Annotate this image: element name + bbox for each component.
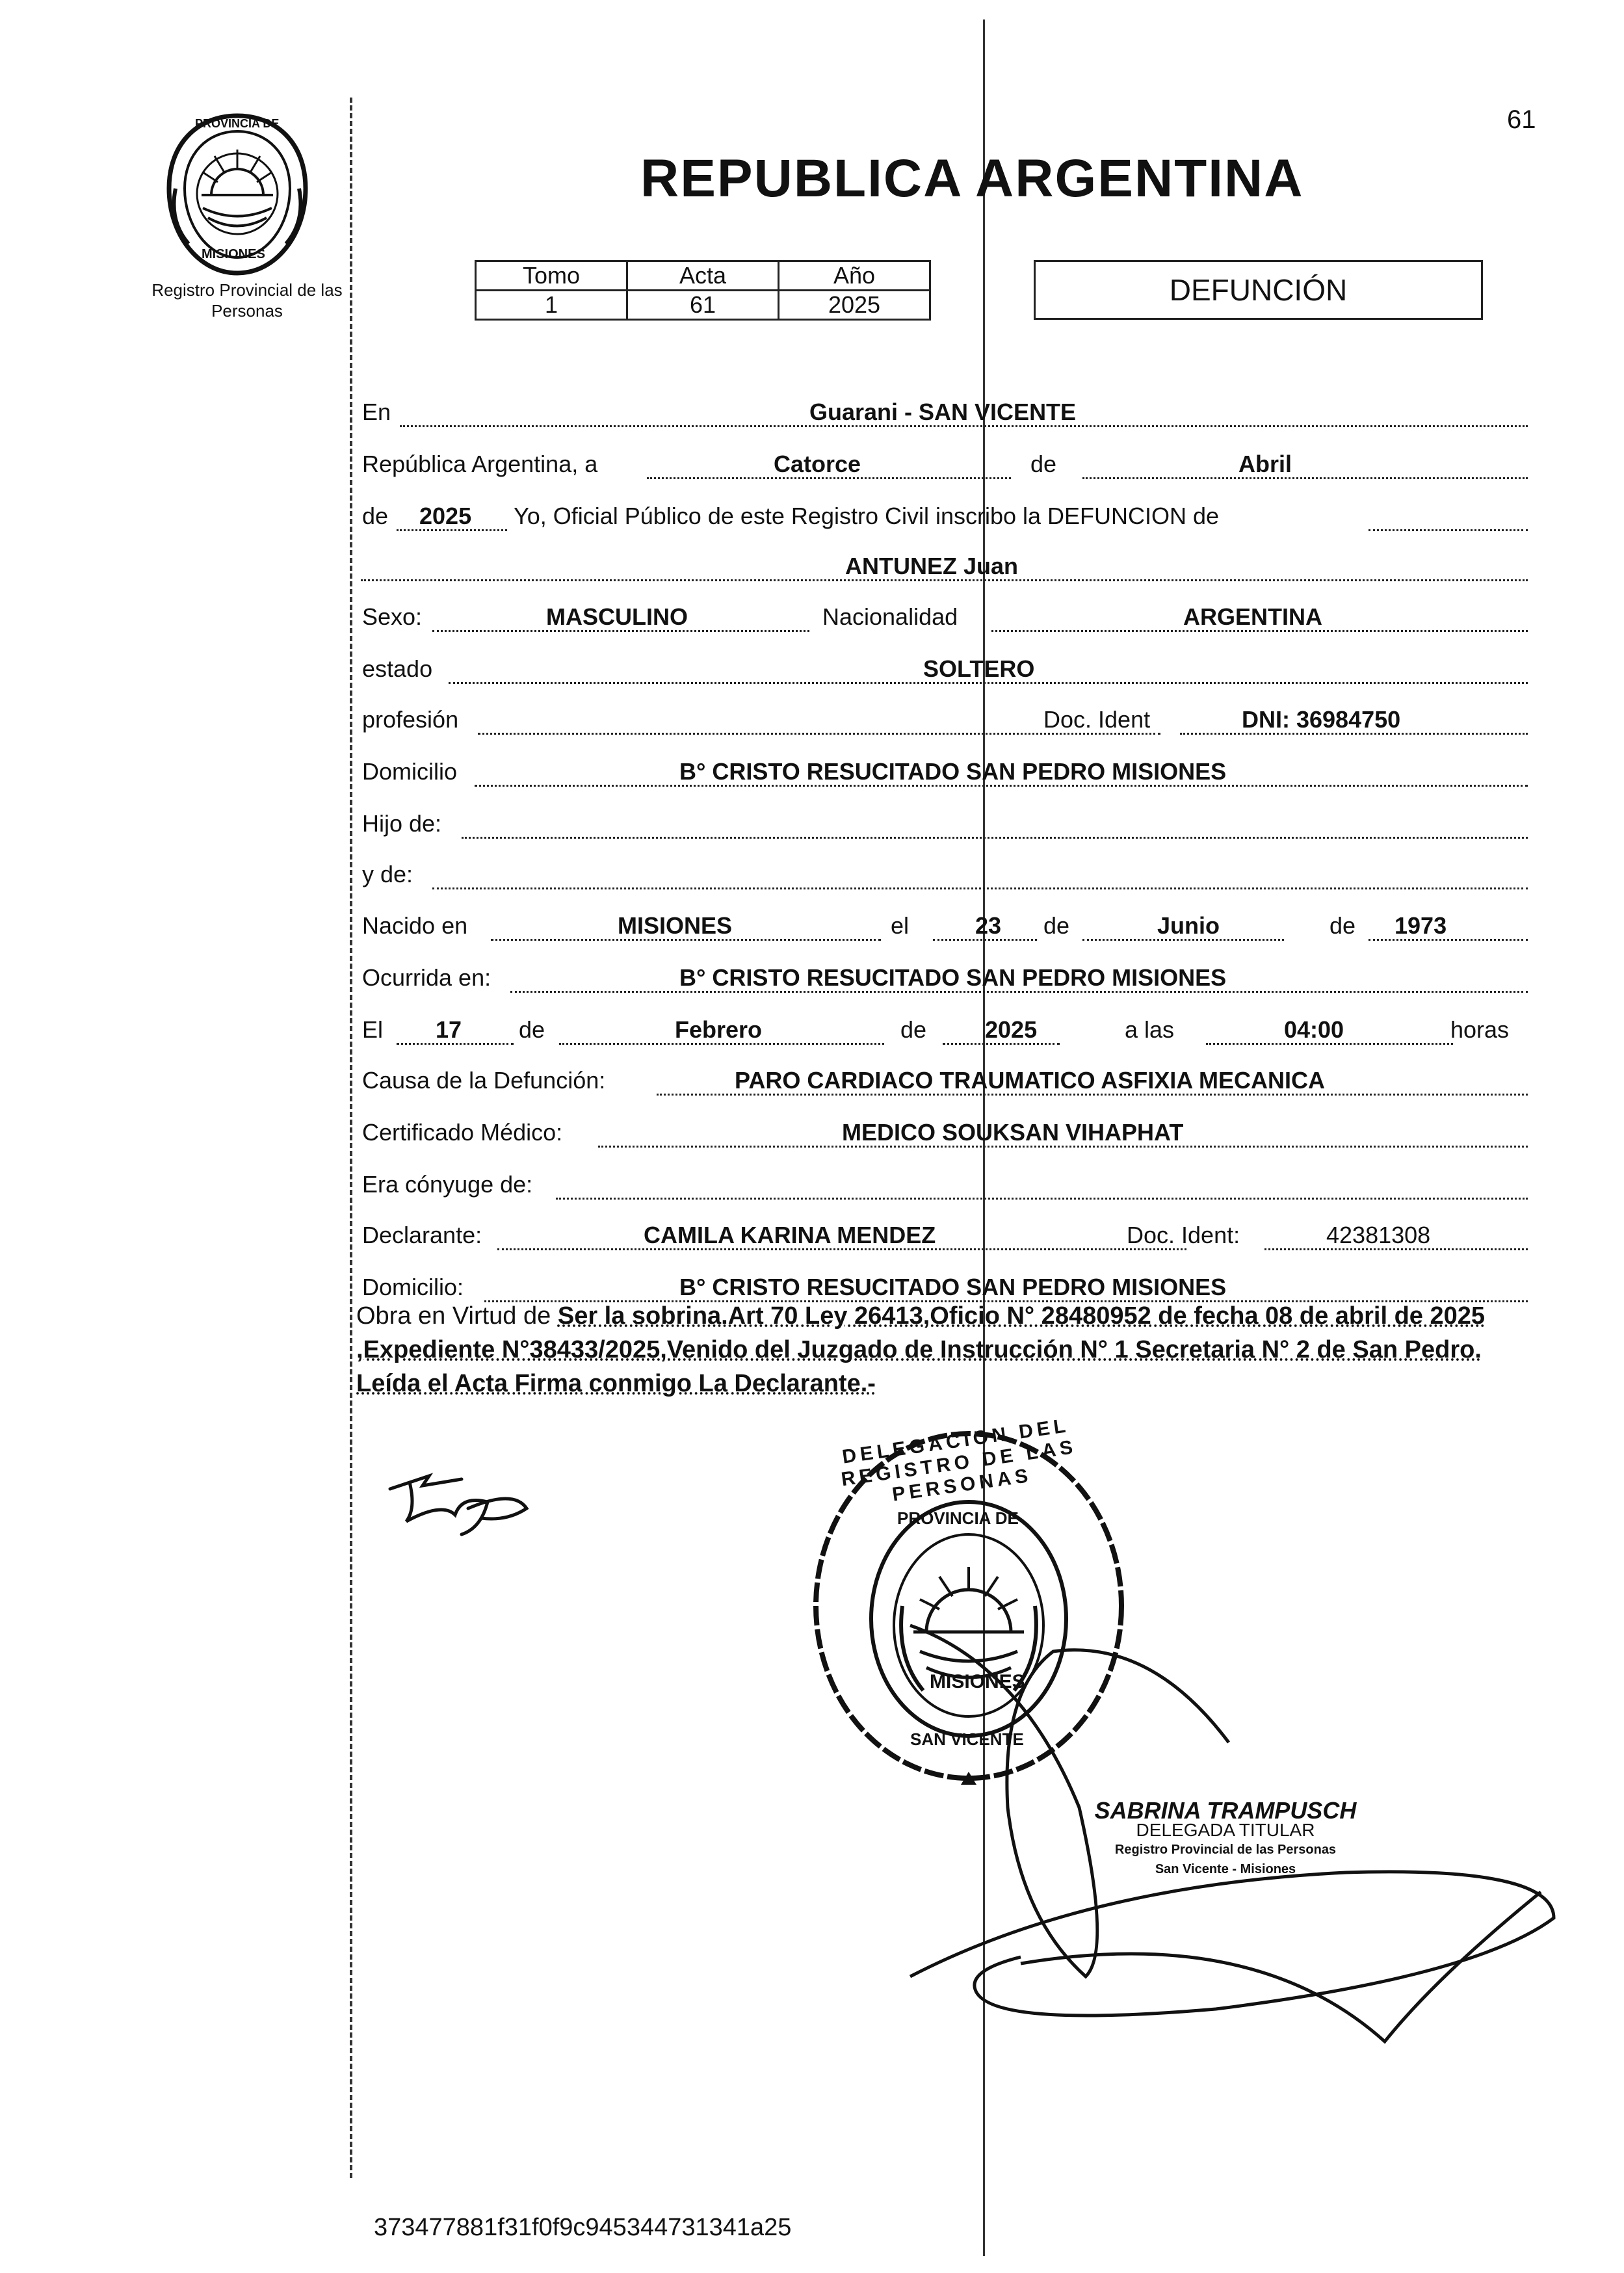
row-causa (361, 1049, 1528, 1099)
seal-bottom-text: MISIONES (202, 247, 265, 261)
page-number: 61 (1507, 105, 1536, 134)
row-ocurrida (361, 946, 1528, 997)
value-lugar: Guarani - SAN VICENTE (809, 399, 1077, 425)
stamp-bottom-text: SAN VICENTE (910, 1729, 1024, 1749)
label-causa: Causa de la Defunción: (362, 1067, 606, 1094)
tomo-header: Tomo (476, 261, 627, 291)
label-de-nacido-anio: de (1329, 912, 1356, 939)
label-estado: estado (362, 655, 433, 682)
row-fallecimiento (361, 998, 1528, 1049)
anio-header: Año (779, 261, 930, 291)
value-nacionalidad: ARGENTINA (1183, 603, 1322, 630)
row-hijo-de (361, 792, 1528, 843)
label-declarante: Declarante: (362, 1222, 482, 1248)
tomo-value: 1 (476, 291, 627, 320)
value-declarante-doc: 42381308 (1326, 1222, 1431, 1248)
record-type-box: DEFUNCIÓN (1034, 260, 1483, 320)
row-republica (361, 432, 1528, 483)
value-dni: DNI: 36984750 (1242, 706, 1401, 733)
label-republica: República Argentina, a (362, 451, 598, 477)
label-horas: horas (1450, 1016, 1510, 1043)
anio-value: 2025 (779, 291, 930, 320)
delegate-place: San Vicente - Misiones (1155, 1862, 1296, 1876)
row-declarante (361, 1203, 1528, 1254)
row-conyuge (361, 1153, 1528, 1203)
label-y-de: y de: (362, 861, 413, 887)
label-de-fallec-anio: de (900, 1016, 927, 1043)
value-nacido-anio: 1973 (1395, 912, 1447, 939)
delegate-name: SABRINA TRAMPUSCH (1094, 1797, 1357, 1824)
value-fallec-dia: 17 (436, 1016, 462, 1043)
obra-prefix: Obra en Virtud de (356, 1302, 551, 1330)
row-nacido (361, 894, 1528, 945)
value-fallec-hora: 04:00 (1284, 1016, 1344, 1043)
row-nombre (361, 534, 1528, 585)
label-hijo-de: Hijo de: (362, 810, 442, 837)
delegate-org: Registro Provincial de las Personas (1114, 1843, 1337, 1857)
value-nacido-dia: 23 (975, 912, 1002, 939)
left-margin-rule (350, 98, 352, 2178)
label-nacionalidad: Nacionalidad (822, 603, 958, 630)
value-declarante-domicilio: B° CRISTO RESUCITADO SAN PEDRO MISIONES (679, 1274, 1227, 1300)
page-title: REPUBLICA ARGENTINA (640, 149, 1304, 208)
label-de-mes: de (1030, 451, 1057, 477)
delegate-block (1073, 1797, 1378, 1879)
label-certificado: Certificado Médico: (362, 1119, 563, 1146)
label-domicilio: Domicilio (362, 758, 458, 785)
label-el: el (891, 912, 910, 939)
label-el-fallec: El (362, 1016, 384, 1043)
value-fallec-anio: 2025 (985, 1016, 1038, 1043)
acta-header: Acta (627, 261, 779, 291)
value-declarante: CAMILA KARINA MENDEZ (644, 1222, 936, 1248)
footer-hash: 373477881f31f0f9c945344731341a25 (374, 2214, 792, 2241)
label-nacido-en: Nacido en (362, 912, 468, 939)
row-en (361, 380, 1528, 431)
row-sexo (361, 585, 1528, 636)
row-certificado (361, 1101, 1528, 1151)
label-doc-ident-declarante: Doc. Ident: (1127, 1222, 1240, 1248)
value-causa: PARO CARDIACO TRAUMATICO ASFIXIA MECANICA (735, 1067, 1325, 1094)
row-yo (361, 484, 1528, 535)
label-doc-ident: Doc. Ident (1043, 706, 1151, 733)
value-nacido-mes: Junio (1157, 912, 1220, 939)
value-fallec-mes: Febrero (675, 1016, 763, 1043)
obra-paragraph (356, 1299, 1528, 1400)
value-certificado: MEDICO SOUKSAN VIHAPHAT (842, 1119, 1184, 1146)
value-dia-texto: Catorce (774, 451, 861, 477)
value-domicilio: B° CRISTO RESUCITADO SAN PEDRO MISIONES (679, 758, 1227, 785)
label-conyuge: Era cónyuge de: (362, 1171, 533, 1198)
row-domicilio (361, 740, 1528, 791)
value-sexo: MASCULINO (546, 603, 688, 630)
value-estado: SOLTERO (923, 655, 1035, 682)
record-table (475, 260, 931, 321)
row-estado (361, 637, 1528, 688)
value-ocurrida-en: B° CRISTO RESUCITADO SAN PEDRO MISIONES (679, 964, 1227, 991)
acta-value: 61 (627, 291, 779, 320)
value-anio: 2025 (419, 503, 472, 529)
stamp-inner-top: PROVINCIA DE (897, 1508, 1019, 1528)
value-nombre: ANTUNEZ Juan (845, 553, 1019, 579)
row-y-de (361, 843, 1528, 893)
stamp-outer-text: DELEGACION DEL REGISTRO DE LAS PERSONAS (839, 1414, 1078, 1506)
label-domicilio-declarante: Domicilio: (362, 1274, 464, 1300)
label-yo-text: Yo, Oficial Público de este Registro Civil inscribo la DEFUNCION de (514, 503, 1220, 529)
label-de-nacido-mes: de (1043, 912, 1070, 939)
delegate-title: DELEGADA TITULAR (1136, 1820, 1315, 1840)
label-ocurrida-en: Ocurrida en: (362, 964, 491, 991)
obra-text: Ser la sobrina.Art 70 Ley 26413,Oficio N° 28480952 de fecha 08 de abril de 2025 ,Expediente N°38433/2025,Venido del Juzgado de Instrucción N° 1 Secretaria N° 2 de San Pedro. Leída el Acta Firma conmigo La Declarante.- (356, 1302, 1486, 1397)
label-profesion: profesión (362, 706, 459, 733)
label-a-las: a las (1125, 1016, 1175, 1043)
declarant-signature-icon (384, 1463, 540, 1547)
label-de-fallec-mes: de (519, 1016, 545, 1043)
seal-top-text: PROVINCIA DE (195, 117, 280, 130)
label-sexo: Sexo: (362, 603, 423, 630)
label-en: En (362, 399, 391, 425)
label-de-anio: de (362, 503, 389, 529)
stamp-inner-bottom: MISIONES (930, 1671, 1025, 1692)
value-mes-texto: Abril (1238, 451, 1292, 477)
value-nacido-lugar: MISIONES (618, 912, 733, 939)
registro-label: Registro Provincial de las Personas (151, 280, 343, 321)
row-profesion (361, 688, 1528, 739)
